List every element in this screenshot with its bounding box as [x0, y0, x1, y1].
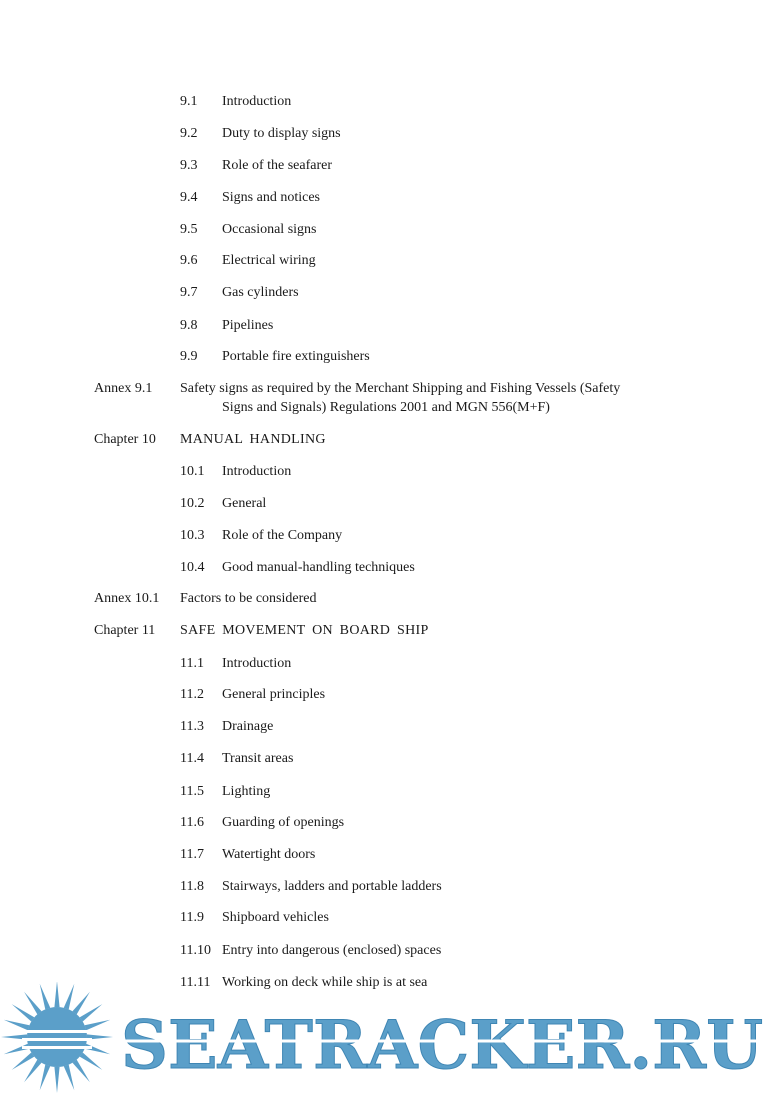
section-title: Gas cylinders — [222, 285, 299, 300]
sun-ray — [24, 992, 41, 1015]
section-number: 11.10 — [180, 943, 211, 958]
section-title: Introduction — [222, 656, 292, 671]
section-number: 9.7 — [180, 285, 198, 300]
sun-ray — [80, 1052, 103, 1069]
annex-title-line2: Signs and Signals) Regulations 2001 and MGN 556(M+F) — [222, 400, 550, 415]
sun-ray — [54, 982, 59, 1007]
section-number: 9.2 — [180, 126, 198, 141]
annex-title-line1: Safety signs as required by the Merchant Shipping and Fishing Vessels (Safety — [180, 381, 621, 396]
sun-ray — [72, 1060, 89, 1083]
section-number: 9.1 — [180, 94, 198, 109]
section-title: Transit areas — [222, 751, 294, 766]
section-title: Stairways, ladders and portable ladders — [222, 879, 442, 894]
section-number: 11.1 — [180, 656, 204, 671]
section-number: 11.4 — [180, 751, 204, 766]
section-title: Duty to display signs — [222, 126, 341, 141]
sun-ray — [4, 1044, 30, 1055]
section-number: 9.9 — [180, 349, 198, 364]
section-number: 11.7 — [180, 847, 204, 862]
section-number: 11.9 — [180, 910, 204, 925]
chapter-title: SAFE MOVEMENT ON BOARD SHIP — [180, 623, 429, 638]
sun-ray — [64, 1065, 75, 1091]
sun-ray — [40, 1065, 51, 1091]
section-number: 9.4 — [180, 190, 198, 205]
sun-ray — [80, 1004, 103, 1021]
section-number: 10.3 — [180, 528, 205, 543]
section-number: 10.2 — [180, 496, 205, 511]
sun-ray — [85, 1044, 111, 1055]
sun-ray — [64, 984, 75, 1010]
section-title: Portable fire extinguishers — [222, 349, 370, 364]
annex-label: Annex 10.1 — [94, 591, 160, 606]
section-title: Guarding of openings — [222, 815, 345, 830]
section-number: 11.5 — [180, 784, 204, 799]
sun-ray — [12, 1004, 35, 1021]
section-number: 11.6 — [180, 815, 204, 830]
section-title: Watertight doors — [222, 847, 316, 862]
section-number: 9.5 — [180, 222, 198, 237]
section-title: Occasional signs — [222, 222, 317, 237]
annex-label: Annex 9.1 — [94, 381, 153, 396]
watermark-text: SEATRACKER.RU — [121, 1006, 763, 1084]
section-title: Working on deck while ship is at sea — [222, 975, 428, 990]
annex-title: Factors to be considered — [180, 591, 317, 606]
sun-ray — [12, 1052, 35, 1069]
chapter-label: Chapter 11 — [94, 623, 156, 638]
section-title: Signs and notices — [222, 190, 320, 205]
chapter-title: MANUAL HANDLING — [180, 432, 326, 447]
section-title: General — [222, 496, 267, 511]
section-title: Drainage — [222, 719, 274, 734]
sun-ray — [54, 1067, 59, 1093]
section-number: 9.8 — [180, 318, 198, 333]
section-number: 11.2 — [180, 687, 204, 702]
watermark — [0, 982, 775, 1095]
sun-ray — [85, 1020, 111, 1031]
section-title: Lighting — [222, 784, 271, 799]
section-title: Good manual-handling techniques — [222, 560, 415, 575]
section-title: Role of the Company — [222, 528, 343, 543]
sun-over-sea-icon — [1, 982, 113, 1093]
sun-ray — [72, 992, 89, 1015]
section-title: Entry into dangerous (enclosed) spaces — [222, 943, 442, 958]
section-title: Introduction — [222, 94, 292, 109]
section-number: 11.8 — [180, 879, 204, 894]
section-number: 9.3 — [180, 158, 198, 173]
section-title: General principles — [222, 687, 326, 702]
chapter-label: Chapter 10 — [94, 432, 156, 447]
section-title: Shipboard vehicles — [222, 910, 329, 925]
section-number: 11.3 — [180, 719, 204, 734]
section-title: Role of the seafarer — [222, 158, 332, 173]
section-number: 9.6 — [180, 253, 198, 268]
section-title: Pipelines — [222, 318, 274, 333]
section-number: 10.1 — [180, 464, 205, 479]
section-number: 10.4 — [180, 560, 205, 575]
sun-ray — [40, 984, 51, 1010]
section-title: Introduction — [222, 464, 292, 479]
section-title: Electrical wiring — [222, 253, 316, 268]
sun-ray — [4, 1020, 30, 1031]
sun-ray — [24, 1060, 41, 1083]
section-number: 11.11 — [180, 975, 211, 990]
